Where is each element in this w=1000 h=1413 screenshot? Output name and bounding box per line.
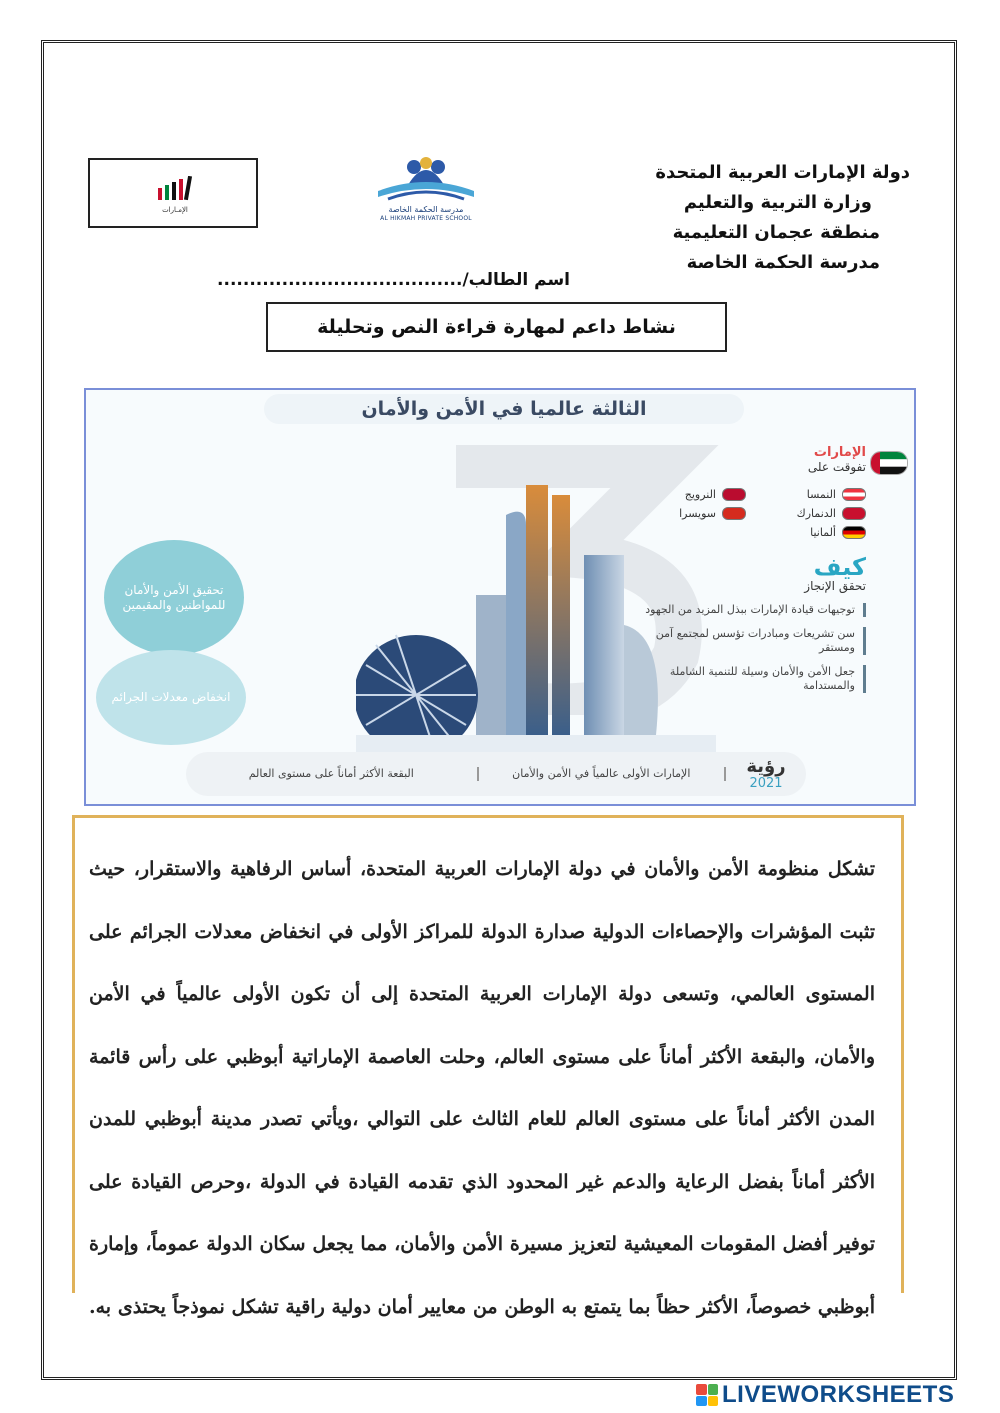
uae-flag-icon: [870, 451, 908, 475]
watermark-text: LIVEWORKSHEETS: [722, 1381, 955, 1408]
vision-year: 2021: [749, 775, 783, 791]
header-line-state: دولة الإمارات العربية المتحدة: [655, 162, 910, 183]
reading-passage-box: [72, 815, 904, 1318]
how-title: كيف: [813, 553, 866, 581]
norway-flag-icon: [722, 488, 746, 501]
uae-logo-text: الإمـارات: [162, 206, 188, 214]
how-item: جعل الأمن والأمان وسيلة للتنمية الشاملة والمستدامة: [636, 665, 866, 693]
header-line-ministry: وزارة التربية والتعليم: [683, 192, 872, 213]
infographic-right-panel: [636, 445, 866, 693]
school-emblem-icon: [368, 155, 484, 205]
header-line-zone: منطقة عجمان التعليمية: [672, 222, 880, 243]
uae-title: الإمارات: [813, 445, 866, 460]
germany-flag-icon: [842, 526, 866, 539]
how-item: سن تشريعات ومبادرات تؤسس لمجتمع آمن ومستقر: [636, 627, 866, 655]
infographic-banner: الثالثة عالميا في الأمن والأمان: [264, 394, 744, 424]
student-name-dots[interactable]: ......................................: [217, 270, 463, 290]
country-item: ألمانيا: [756, 526, 866, 539]
reading-passage: تشكل منظومة الأمن والأمان في دولة الإمارات العربية المتحدة، أساس الرفاهية والاستقرار، حيث تثبت المؤشرات والإحصاءات الدولية صدارة الدولة للمراكز الأولى في انخفاض معدلات الجرائم على المستوى العالمي، وتسعى دولة الإمارات العربية المتحدة إلى أن تكون الأولى عالمياً في الأمن والأمان، والبقعة الأكثر أماناً على مستوى العالم، وحلت العاصمة الإماراتية أبوظبي على رأس قائمة المدن الأكثر أماناً على مستوى العالم للعام الثالث على التوالي ،ويأتي تصدر مدينة أبوظبي للمدن الأكثر أماناً بفضل الرعاية والدعم غير المحدود الذي تقدمه القيادة في الدولة ،وحرص القيادة على توفير أفضل المقومات المعيشية لتعزيز مسيرة الأمن والأمان، مما يجعل سكان الدولة عموماً، وإمارة أبوظبي خصوصاً، الأكثر حظاً بما يتمتع به الوطن من معايير أمان دولية راقية تشكل نموذجاً يحتذى به.: [89, 858, 875, 1318]
uae-bars-icon: [156, 176, 196, 202]
school-logo: [368, 155, 484, 223]
vision-bar: [186, 752, 806, 796]
student-name-label: اسم الطالب/: [462, 270, 570, 290]
country-item: الدنمارك: [756, 507, 866, 520]
liveworksheets-logo-icon: [696, 1384, 718, 1406]
uae-subtitle: تفوقت على: [807, 460, 866, 474]
how-subtitle: تحقق الإنجاز: [804, 579, 866, 593]
how-item: توجيهات قيادة الإمارات ببذل المزيد من الجهود: [636, 603, 866, 617]
country-item: النرويج: [636, 488, 746, 501]
denmark-flag-icon: [842, 507, 866, 520]
student-name-field[interactable]: [180, 270, 570, 290]
school-logo-english: AL HIKMAH PRIVATE SCHOOL: [380, 215, 472, 222]
vision-item: البقعة الأكثر أماناً على مستوى العالم: [186, 767, 479, 781]
header-line-school: مدرسة الحكمة الخاصة: [686, 252, 880, 273]
liveworksheets-watermark: [696, 1381, 954, 1409]
institution-header: [590, 158, 910, 278]
school-logo-arabic: مدرسة الحكمة الخاصة: [388, 205, 464, 214]
crime-rates-bubble: انخفاض معدلات الجرائم: [96, 650, 246, 745]
country-item: سويسرا: [636, 507, 746, 520]
austria-flag-icon: [842, 488, 866, 501]
activity-title: نشاط داعم لمهارة قراءة النص وتحليلة: [266, 302, 727, 352]
uae-logo: [88, 158, 258, 228]
country-item: النمسا: [756, 488, 866, 501]
vision-label: رؤية 2021: [726, 758, 806, 791]
switzerland-flag-icon: [722, 507, 746, 520]
security-infographic: [84, 388, 916, 806]
safety-goal-bubble: تحقيق الأمن والأمان للمواطنين والمقيمين: [104, 540, 244, 655]
country-list: [636, 488, 866, 539]
vision-item: الإمارات الأولى عالمياً في الأمن والأمان: [479, 767, 726, 781]
